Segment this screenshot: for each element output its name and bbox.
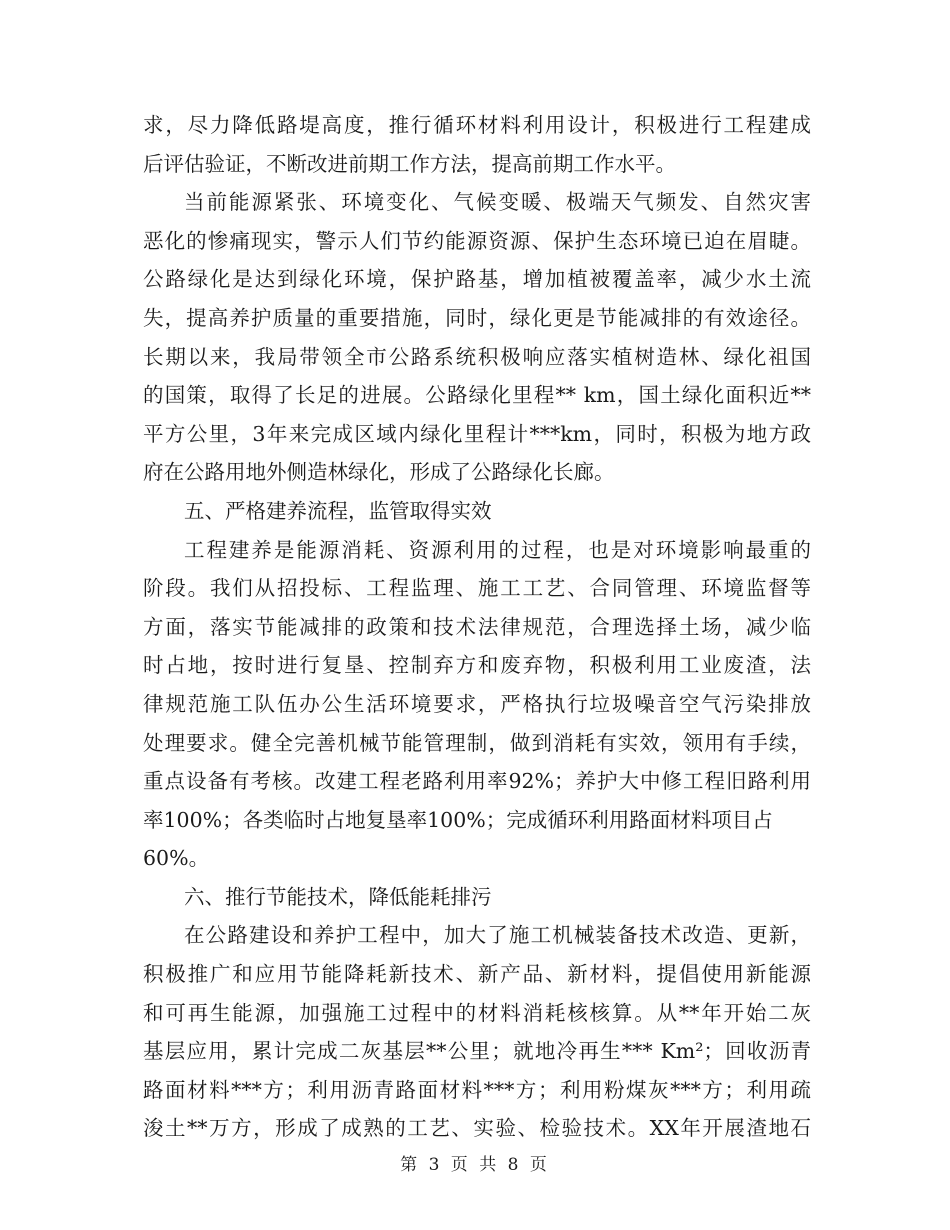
text-line: 率100%；各类临时占地复垦率100%；完成循环利用路面材料项目占	[143, 807, 773, 832]
text-line: 在公路建设和养护工程中，加大了施工机械装备技术改造、更新，	[184, 923, 811, 948]
text-line: 求，尽力降低路堤高度，推行循环材料利用设计，积极进行工程建成	[143, 113, 811, 137]
text-line: 积极推广和应用节能降耗新技术、新产品、新材料，提倡使用新能源	[143, 962, 811, 987]
text-line: 长期以来，我局带领全市公路系统积极响应落实植树造林、绿化祖国	[143, 344, 811, 369]
text-line: 律规范施工队伍办公生活环境要求，严格执行垃圾噪音空气污染排放	[143, 691, 811, 716]
text-line: 和可再生能源，加强施工过程中的材料消耗核核算。从**年开始二灰	[143, 1000, 811, 1025]
text-line: 公路绿化是达到绿化环境，保护路基，增加植被覆盖率，减少水土流	[143, 267, 811, 292]
text-line: 工程建养是能源消耗、资源利用的过程，也是对环境影响最重的	[184, 537, 811, 562]
section-heading: 六、推行节能技术，降低能耗排污	[184, 884, 492, 909]
section-heading: 五、严格建养流程，监管取得实效	[184, 498, 492, 523]
text-line: 当前能源紧张、环境变化、气候变暖、极端天气频发、自然灾害	[184, 190, 811, 215]
text-line: 阶段。我们从招投标、工程监理、施工工艺、合同管理、环境监督等	[143, 576, 811, 601]
text-line: 平方公里，3年来完成区域内绿化里程计***km，同时，积极为地方政	[143, 421, 811, 446]
text-line: 重点设备有考核。改建工程老路利用率92%；养护大中修工程旧路利用	[143, 769, 811, 794]
text-line: 后评估验证，不断改进前期工作方法，提高前期工作水平。	[143, 151, 676, 176]
page-number-footer: 第 3 页 共 8 页	[400, 1155, 550, 1175]
text-line: 时占地，按时进行复垦、控制弃方和废弃物，积极利用工业废渣，法	[143, 653, 811, 678]
text-line: 60%。	[143, 846, 210, 871]
text-line: 基层应用，累计完成二灰基层**公里；就地冷再生*** Km²；回收沥青	[143, 1039, 811, 1064]
text-line: 处理要求。健全完善机械节能管理制，做到消耗有实效，领用有手续，	[143, 730, 811, 755]
text-line: 府在公路用地外侧造林绿化，形成了公路绿化长廊。	[143, 460, 615, 485]
text-line: 浚土**万方，形成了成熟的工艺、实验、检验技术。XX年开展渣地石	[143, 1116, 811, 1141]
text-line: 恶化的惨痛现实，警示人们节约能源资源、保护生态环境已迫在眉睫。	[143, 228, 811, 253]
text-line: 失，提高养护质量的重要措施，同时，绿化更是节能减排的有效途径。	[143, 305, 811, 330]
text-line: 路面材料***方；利用沥青路面材料***方；利用粉煤灰***方；利用疏	[143, 1077, 811, 1102]
text-line: 的国策，取得了长足的进展。公路绿化里程** km，国土绿化面积近**	[143, 383, 811, 408]
text-line: 方面，落实节能减排的政策和技术法律规范，合理选择土场，减少临	[143, 614, 811, 639]
document-body	[143, 106, 811, 1148]
